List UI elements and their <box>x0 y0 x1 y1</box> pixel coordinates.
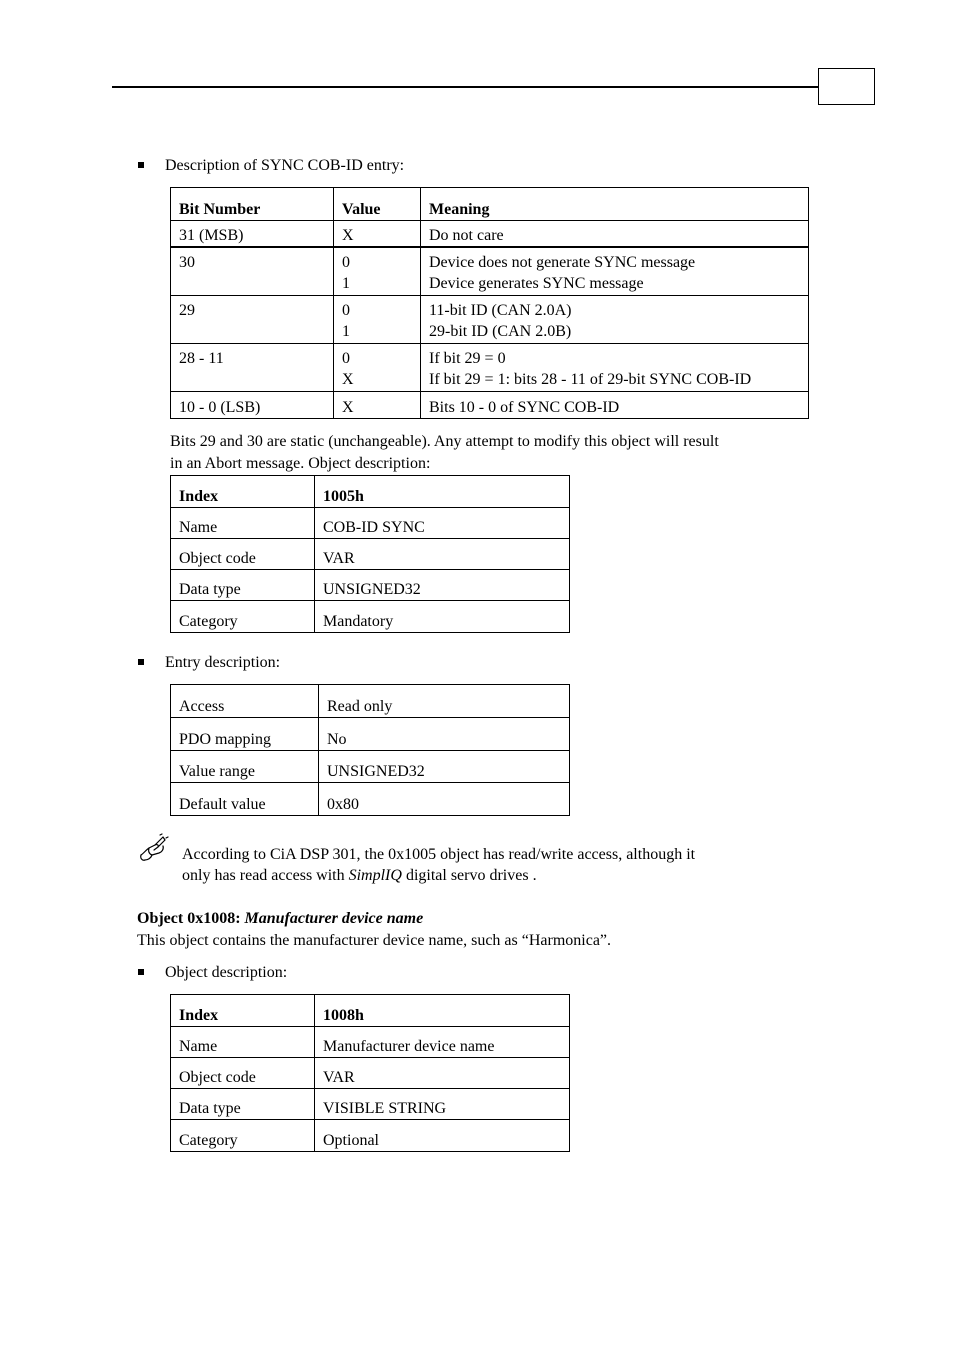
row-label: Value range <box>171 751 319 783</box>
index-value: 1008h <box>315 995 570 1027</box>
row-value: 0x80 <box>319 783 570 816</box>
bit-cell: 31 (MSB) <box>171 221 334 247</box>
row-label: Data type <box>171 1089 315 1120</box>
table-row <box>171 539 570 570</box>
row-value: UNSIGNED32 <box>315 570 570 601</box>
row-value: VAR <box>315 539 570 570</box>
index-label: Index <box>171 995 315 1027</box>
row-label: Category <box>171 1120 315 1152</box>
row-value: Read only <box>319 685 570 718</box>
sync-bits-table <box>170 187 809 419</box>
note-line-1: According to CiA DSP 301, the 0x1005 object has read/write access, although it <box>182 846 696 863</box>
object-1008-table <box>170 994 570 1152</box>
table-row <box>171 1120 570 1152</box>
meaning-cell: Bits 10 - 0 of SYNC COB-ID <box>421 391 809 418</box>
table-row <box>171 751 570 783</box>
entry-description-table <box>170 684 570 816</box>
table-header-row <box>171 476 570 508</box>
header-bit-number: Bit Number <box>171 188 334 221</box>
object-1008-description: This object contains the manufacturer device name, such as “Harmonica”. <box>137 932 612 949</box>
bullet-marker <box>138 969 144 975</box>
value-cell: 0 1 <box>334 295 421 343</box>
object-1005-table <box>170 475 570 633</box>
row-label: Data type <box>171 570 315 601</box>
value-cell: 0 1 <box>334 247 421 296</box>
table-row <box>171 570 570 601</box>
bullet-marker <box>138 162 144 168</box>
bit-cell: 29 <box>171 295 334 343</box>
table-row <box>171 718 570 751</box>
table-row <box>171 685 570 718</box>
value-cell: X <box>334 221 421 247</box>
row-value: VAR <box>315 1058 570 1089</box>
header-meaning: Meaning <box>421 188 809 221</box>
value-cell: 0 X <box>334 343 421 391</box>
object-1008-heading: Object 0x1008: Manufacturer device name <box>137 910 424 927</box>
row-label: Category <box>171 601 315 633</box>
bullet-marker <box>138 659 144 665</box>
row-value: Optional <box>315 1120 570 1152</box>
bit-cell: 30 <box>171 247 334 296</box>
object-description-label: Object description: <box>165 964 288 981</box>
index-value: 1005h <box>315 476 570 508</box>
value-cell: X <box>334 391 421 418</box>
table-row <box>171 1058 570 1089</box>
row-label: Name <box>171 508 315 539</box>
table-row <box>171 221 809 247</box>
writing-hand-icon <box>138 833 170 865</box>
row-label: Name <box>171 1027 315 1058</box>
row-label: PDO mapping <box>171 718 319 751</box>
bit-cell: 28 - 11 <box>171 343 334 391</box>
meaning-cell: 11-bit ID (CAN 2.0A) 29-bit ID (CAN 2.0B) <box>421 295 809 343</box>
meaning-cell: Do not care <box>421 221 809 247</box>
simpliq-name: SimplIQ <box>348 867 402 884</box>
table-row <box>171 343 809 391</box>
table-header-row <box>171 995 570 1027</box>
table-header-row <box>171 188 809 221</box>
header-rule <box>112 86 819 88</box>
row-label: Access <box>171 685 319 718</box>
meaning-cell: Device does not generate SYNC message Device generates SYNC message <box>421 247 809 296</box>
table-row <box>171 1089 570 1120</box>
note-line-2: only has read access with SimplIQ digital servo drives . <box>182 867 537 884</box>
static-note-line-2: in an Abort message. Object description: <box>170 455 431 472</box>
meaning-cell: If bit 29 = 0 If bit 29 = 1: bits 28 - 11 of 29-bit SYNC COB-ID <box>421 343 809 391</box>
table-row <box>171 247 809 296</box>
row-label: Default value <box>171 783 319 816</box>
table-row <box>171 601 570 633</box>
static-note-line-1: Bits 29 and 30 are static (unchangeable). Any attempt to modify this object will result <box>170 433 719 450</box>
table-row <box>171 1027 570 1058</box>
row-label: Object code <box>171 539 315 570</box>
entry-description-label: Entry description: <box>165 654 281 671</box>
row-value: UNSIGNED32 <box>319 751 570 783</box>
bit-cell: 10 - 0 (LSB) <box>171 391 334 418</box>
row-label: Object code <box>171 1058 315 1089</box>
row-value: Mandatory <box>315 601 570 633</box>
sync-description-label: Description of SYNC COB-ID entry: <box>165 157 405 174</box>
row-value: VISIBLE STRING <box>315 1089 570 1120</box>
table-row <box>171 391 809 418</box>
table-row <box>171 783 570 816</box>
row-value: No <box>319 718 570 751</box>
header-value: Value <box>334 188 421 221</box>
row-value: Manufacturer device name <box>315 1027 570 1058</box>
row-value: COB-ID SYNC <box>315 508 570 539</box>
page-number-box <box>818 68 875 105</box>
table-row <box>171 295 809 343</box>
table-row <box>171 508 570 539</box>
index-label: Index <box>171 476 315 508</box>
